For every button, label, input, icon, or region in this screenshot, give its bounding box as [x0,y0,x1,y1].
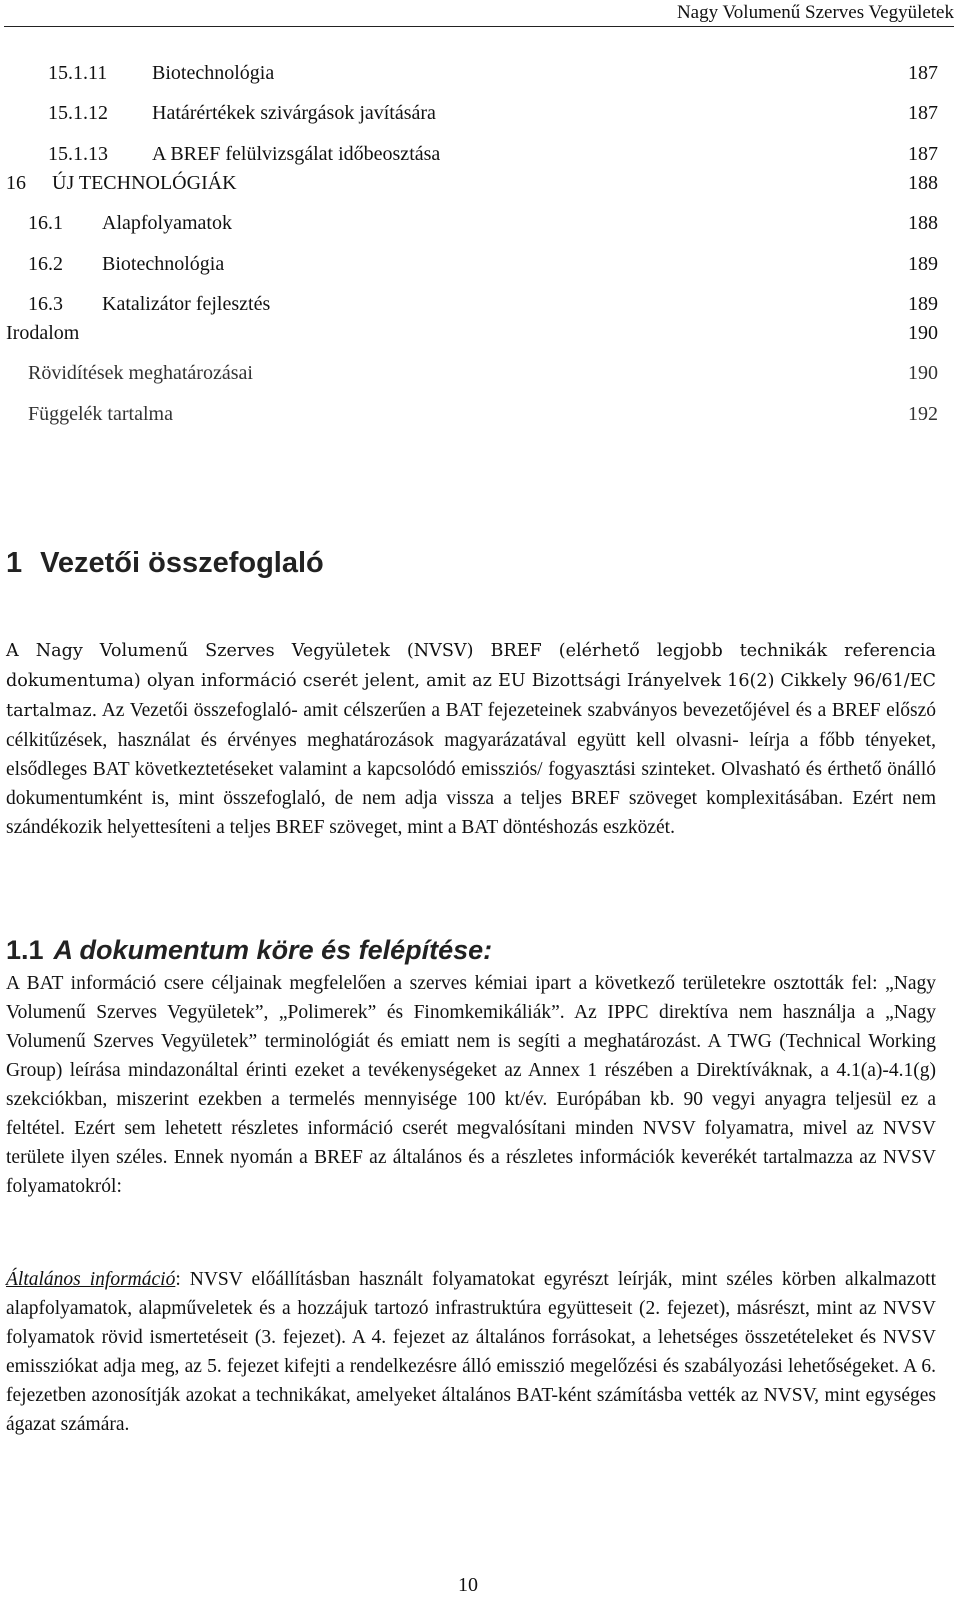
toc-entry-number: 15.1.13 [48,143,108,165]
section-heading-1-1 [6,935,492,966]
toc-entry-page: 187 [908,102,938,124]
toc-entry-title: Biotechnológia [152,62,275,84]
toc-entry[interactable] [0,143,938,169]
toc-entry[interactable] [0,212,938,238]
toc-entry-title: Határértékek szivárgások javítására [152,102,436,124]
toc-entry-number: 16.3 [28,293,63,315]
toc-entry-number: 16.2 [28,253,63,275]
running-header: Nagy Volumenű Szerves Vegyületek [4,2,954,27]
toc-entry[interactable] [0,293,938,319]
toc-entry-title: ÚJ TECHNOLÓGIÁK [52,172,237,194]
toc-entry[interactable] [0,322,938,348]
toc-entry-number: 15.1.12 [48,102,108,124]
toc-entry-title: Rövidítések meghatározásai [28,362,253,384]
toc-entry[interactable] [0,102,938,128]
toc-entry-page: 187 [908,143,938,165]
paragraph-intro-part2: Az Vezetői összefoglaló- amit célszerűen a BAT fejezeteinek szabványos bevezetőjével és a BREF előszó célkitűzések, használat és érvényes meghatározások magyarázatával együtt kell olvasni- leírja a főbb tényeket, elsődleges BAT következtetéseket valamint a kapcsolódó emissziós/ fogyasztási szinteket. Olvasható és érthető önálló dokumentumként is, mint összefoglaló, de nem adja vissza a teljes BREF szöveget komplexitásában. Ezért nem szándékozik helyettesíteni a teljes BREF szöveget, mint a BAT döntéshozás eszközét. [6,700,936,838]
toc-entry[interactable] [0,62,938,88]
toc-entry-title: Irodalom [6,322,80,344]
toc-entry-page: 190 [908,362,938,384]
section-heading-1 [6,547,324,580]
toc-entry[interactable] [0,172,938,198]
subsection-title: A dokumentum köre és felépítése: [53,935,493,965]
subsection-number: 1.1 [6,935,44,965]
toc-entry-title: Katalizátor fejlesztés [102,293,271,315]
page-number: 10 [458,1574,478,1596]
toc-entry[interactable] [0,403,938,429]
toc-entry-page: 192 [908,403,938,425]
paragraph-scope: A BAT információ csere céljainak megfelelően a szerves kémiai ipart a következő területekre osztották fel: „Nagy Volumenű Szerves Vegyületek”, „Polimerek” és Finomkemikáliák”. Az IPPC direktíva nem használja a „Nagy Volumenű Szerves Vegyületek” terminológiát és emiatt nem is segíti a meghatározást. A TWG (Technical Working Group) leírása mindazonáltal érinti ezeket a tevékenységeket az Annex 1 részében a Direktíváknak, a 4.1(a)-4.1(g) szekciókban, miszerint ezekben a termelés mennyisége 100 kt/év. Európában kb. 90 vegyi anyagra teljesül ez a feltétel. Ezért sem lehetett részletes információ cserét megvalósítani minden NVSV folyamatra, mivel az NVSV területe ilyen széles. Ennek nyomán a BREF az általános és a részletes információk keverékét tartalmazza az NVSV folyamatokról: [6,973,936,1197]
toc-entry-title: Alapfolyamatok [102,212,232,234]
section-number: 1 [6,547,23,579]
toc-entry-page: 189 [908,293,938,315]
toc-entry[interactable] [0,362,938,388]
toc-entry-number: 15.1.11 [48,62,108,84]
section-title: Vezetői összefoglaló [40,547,324,579]
toc-entry-title: Függelék tartalma [28,403,173,425]
toc-entry-number: 16 [6,172,26,194]
paragraph-general-info [6,1265,936,1439]
toc-entry-page: 188 [908,212,938,234]
toc-entry-title: Biotechnológia [102,253,225,275]
toc-entry-number: 16.1 [28,212,63,234]
paragraph-intro [6,636,936,842]
general-info-text: : NVSV előállításban használt folyamatokat egyrészt leírják, mint széles körben alkalmazott alapfolyamatok, alapműveletek és a hozzájuk tartozó infrastruktúra együtteseit (2. fejezet), másrészt, mint az NVSV folyamatok rövid ismertetéseit (3. fejezet). A 4. fejezet az általános forrásokat, a lehetséges összetételeket és NVSV emissziókat adja meg, az 5. fejezet kifejti a rendelkezésre álló emisszió megelőzési és szabályozási lehetőségeket. A 6. fejezetben azonosítják azokat a technikákat, amelyeket általános BAT-ként számításba vették az NVSV, mint egységes ágazat számára. [6,1269,936,1435]
toc-entry-page: 188 [908,172,938,194]
general-info-label: Általános információ [6,1269,176,1290]
toc-entry-title: A BREF felülvizsgálat időbeosztása [152,143,441,165]
paragraph-intro-part1: A Nagy Volumenű Szerves Vegyületek (NVSV) BREF (elérhető legjobb technikák referencia dokumentuma) olyan információ cserét jelent, amit az EU Bizottsági Irányelvek 16(2) Cikkely 96/61/EC tartalmaz. [6,641,936,721]
toc-entry-page: 190 [908,322,938,344]
toc-entry[interactable] [0,253,938,279]
toc-entry-page: 189 [908,253,938,275]
toc-entry-page: 187 [908,62,938,84]
